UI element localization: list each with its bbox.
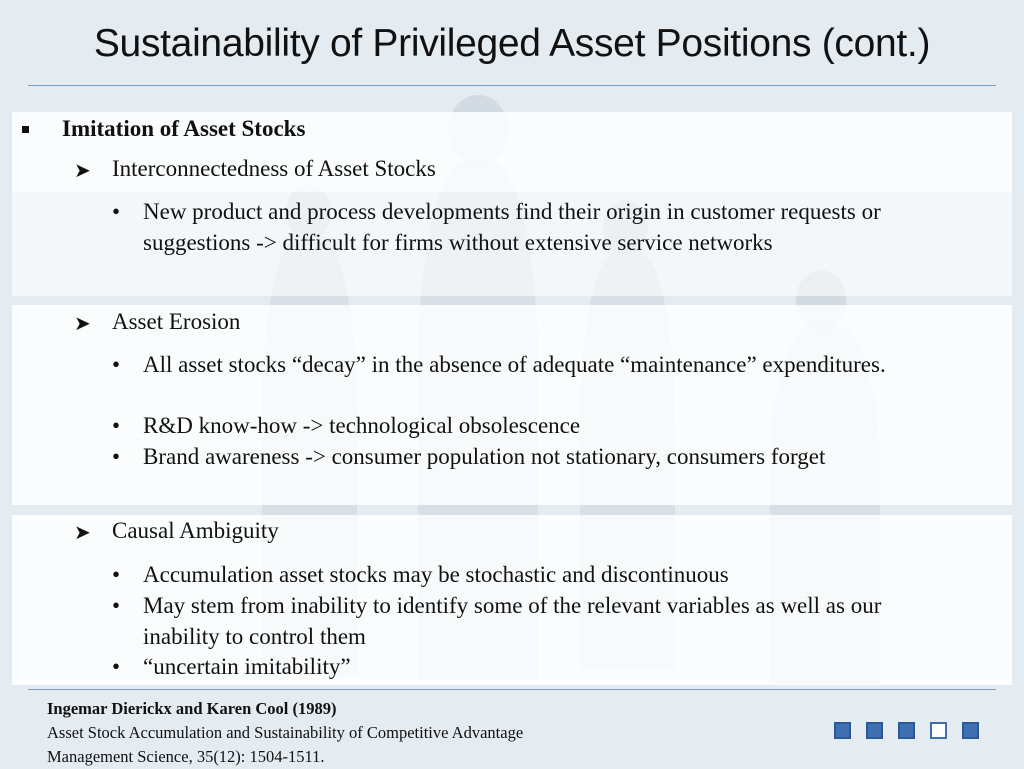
bullet-text: Brand awareness -> consumer population not stationary, consumers forget: [143, 444, 826, 469]
section-label-interconnectedness: Interconnectedness of Asset Stocks: [112, 156, 436, 181]
content-band-3: [12, 305, 1012, 505]
bullet-text: R&D know-how -> technological obsolescence: [143, 413, 581, 438]
main-heading: Imitation of Asset Stocks: [62, 116, 306, 141]
citation-article: Asset Stock Accumulation and Sustainability of Competitive Advantage: [47, 723, 524, 742]
citation-journal: Management Science, 35(12): 1504-1511.: [47, 747, 325, 766]
dot-bullet-icon: •: [112, 352, 121, 377]
dot-bullet-icon: •: [112, 199, 121, 224]
arrow-bullet-icon: ➤: [74, 313, 91, 335]
nav-square-4-current[interactable]: [930, 722, 947, 739]
arrow-bullet-icon: ➤: [74, 160, 91, 182]
dot-bullet-icon: •: [112, 444, 121, 469]
bullet-text: May stem from inability to identify some of the relevant variables as well as our inability to control them: [143, 593, 882, 649]
dot-bullet-icon: •: [112, 562, 121, 587]
section-label-causal-ambiguity: Causal Ambiguity: [112, 518, 279, 543]
nav-square-1[interactable]: [834, 722, 851, 739]
slide-title: Sustainability of Privileged Asset Positions (cont.): [93, 22, 931, 65]
citation: [47, 697, 523, 769]
footer-divider: [28, 689, 996, 690]
square-bullet-icon: [22, 126, 29, 133]
dot-bullet-icon: •: [112, 654, 121, 679]
nav-square-2[interactable]: [866, 722, 883, 739]
citation-authors: Ingemar Dierickx and Karen Cool (1989): [47, 699, 337, 718]
dot-bullet-icon: •: [112, 413, 121, 438]
bullet-text: All asset stocks “decay” in the absence of adequate “maintenance” expenditures.: [143, 352, 886, 377]
dot-bullet-icon: •: [112, 593, 121, 618]
nav-square-5[interactable]: [962, 722, 979, 739]
bullet-text: “uncertain imitability”: [143, 654, 351, 679]
section-label-asset-erosion: Asset Erosion: [112, 309, 241, 334]
nav-square-3[interactable]: [898, 722, 915, 739]
bullet-text: Accumulation asset stocks may be stochastic and discontinuous: [143, 562, 729, 587]
bullet-text: New product and process developments find their origin in customer requests or suggestions -> difficult for firms without extensive service networks: [143, 199, 881, 255]
title-divider: [28, 85, 996, 86]
arrow-bullet-icon: ➤: [74, 522, 91, 544]
